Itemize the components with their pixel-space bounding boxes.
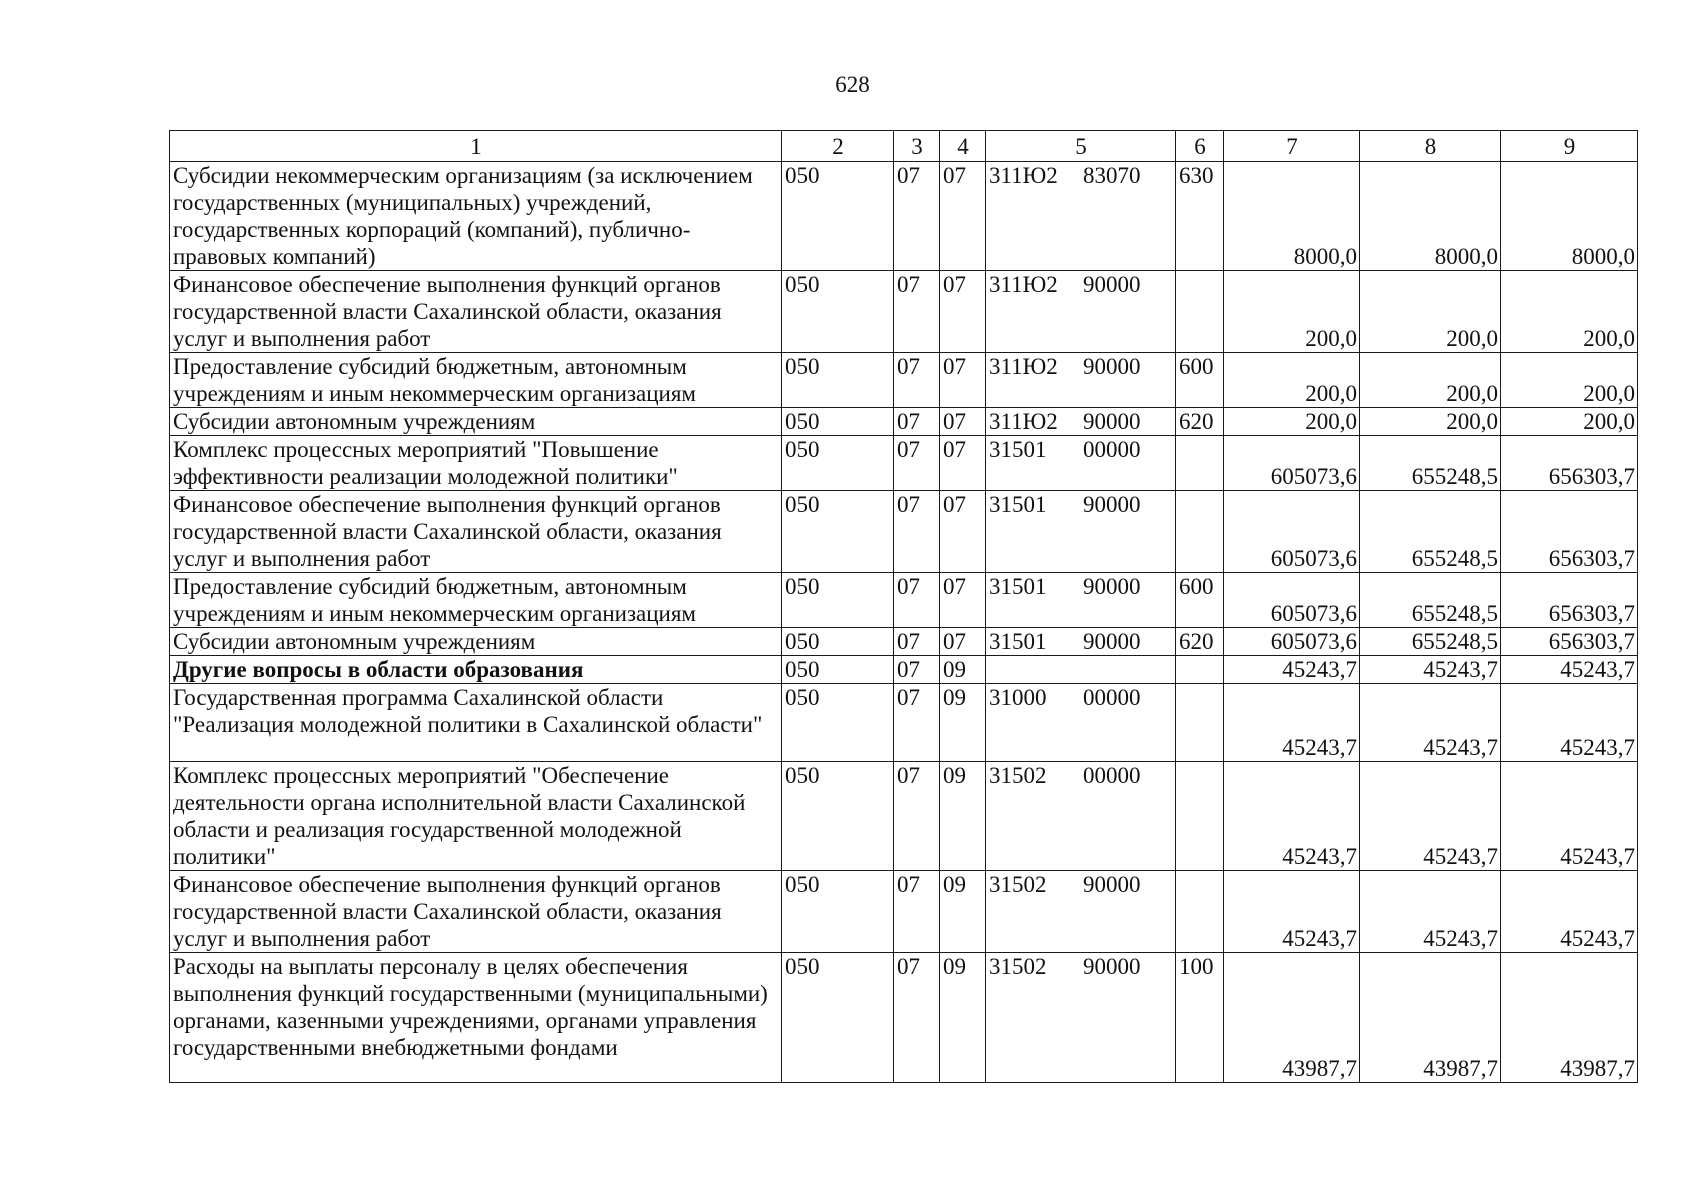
amount-year-3: 45243,7 [1501, 684, 1638, 762]
target-article-suffix: 90000 [1083, 492, 1141, 517]
table-row [170, 628, 1638, 656]
ministry-code: 050 [782, 684, 894, 762]
section-code: 07 [894, 408, 940, 436]
table-row [170, 573, 1638, 628]
subsection-code: 07 [940, 408, 986, 436]
ministry-code: 050 [782, 408, 894, 436]
target-article-prefix: 31501 [989, 437, 1047, 462]
amount-year-2: 655248,5 [1360, 573, 1501, 628]
amount-year-1: 605073,6 [1224, 628, 1360, 656]
section-code: 07 [894, 353, 940, 408]
target-article-suffix: 00000 [1083, 763, 1141, 788]
row-name: Предоставление субсидий бюджетным, автономным учреждениям и иным некоммерческим организациям [170, 353, 782, 408]
section-code: 07 [894, 436, 940, 491]
table-row [170, 408, 1638, 436]
row-name: Другие вопросы в области образования [170, 656, 782, 684]
expense-type-code: 100 [1176, 953, 1224, 1083]
subsection-code: 07 [940, 573, 986, 628]
target-article-prefix: 311Ю2 [989, 409, 1058, 434]
subsection-code: 09 [940, 656, 986, 684]
target-article-prefix: 311Ю2 [989, 272, 1058, 297]
amount-year-2: 45243,7 [1360, 656, 1501, 684]
expense-type-code [1176, 684, 1224, 762]
target-article-suffix: 90000 [1083, 354, 1141, 379]
table-row [170, 436, 1638, 491]
column-header: 6 [1176, 131, 1224, 162]
amount-year-3: 200,0 [1501, 408, 1638, 436]
target-article-code [986, 871, 1176, 953]
table-row [170, 491, 1638, 573]
page-number: 628 [835, 72, 870, 97]
ministry-code: 050 [782, 656, 894, 684]
target-article-suffix: 83070 [1083, 163, 1141, 188]
target-article-code [986, 162, 1176, 271]
amount-year-1: 605073,6 [1224, 436, 1360, 491]
amount-year-1: 200,0 [1224, 271, 1360, 353]
ministry-code: 050 [782, 762, 894, 871]
target-article-prefix: 31501 [989, 492, 1047, 517]
table-row [170, 656, 1638, 684]
amount-year-3: 656303,7 [1501, 491, 1638, 573]
target-article-prefix: 311Ю2 [989, 354, 1058, 379]
amount-year-1: 45243,7 [1224, 871, 1360, 953]
section-code: 07 [894, 162, 940, 271]
subsection-code: 07 [940, 162, 986, 271]
target-article-code [986, 491, 1176, 573]
row-name: Субсидии автономным учреждениям [170, 408, 782, 436]
target-article-code [986, 573, 1176, 628]
target-article-suffix: 90000 [1083, 409, 1141, 434]
row-name: Комплекс процессных мероприятий "Повышение эффективности реализации молодежной политики" [170, 436, 782, 491]
amount-year-2: 655248,5 [1360, 491, 1501, 573]
target-article-suffix: 90000 [1083, 954, 1141, 979]
amount-year-2: 200,0 [1360, 271, 1501, 353]
target-article-code [986, 762, 1176, 871]
table-row [170, 684, 1638, 762]
target-article-prefix: 31502 [989, 954, 1047, 979]
expense-type-code [1176, 271, 1224, 353]
subsection-code: 07 [940, 628, 986, 656]
row-name: Комплекс процессных мероприятий "Обеспечение деятельности органа исполнительной власти Сахалинской области и реализация государственной молодежной политики" [170, 762, 782, 871]
target-article-code [986, 953, 1176, 1083]
table-row [170, 953, 1638, 1083]
target-article-suffix: 90000 [1083, 629, 1141, 654]
ministry-code: 050 [782, 953, 894, 1083]
table-row [170, 353, 1638, 408]
amount-year-2: 45243,7 [1360, 871, 1501, 953]
header-row [170, 131, 1638, 162]
amount-year-1: 43987,7 [1224, 953, 1360, 1083]
amount-year-1: 45243,7 [1224, 762, 1360, 871]
amount-year-3: 656303,7 [1501, 436, 1638, 491]
row-name: Государственная программа Сахалинской области "Реализация молодежной политики в Сахалинской области" [170, 684, 782, 762]
target-article-prefix: 31502 [989, 872, 1047, 897]
table-row [170, 762, 1638, 871]
ministry-code: 050 [782, 353, 894, 408]
row-name: Расходы на выплаты персоналу в целях обеспечения выполнения функций государственными (муниципальными) органами, казенными учреждениями, органами управления государственными внебюджетными фондами [170, 953, 782, 1083]
target-article-suffix: 90000 [1083, 574, 1141, 599]
amount-year-3: 200,0 [1501, 271, 1638, 353]
row-name: Предоставление субсидий бюджетным, автономным учреждениям и иным некоммерческим организациям [170, 573, 782, 628]
target-article-prefix: 31000 [989, 685, 1047, 710]
column-header: 7 [1224, 131, 1360, 162]
table-row [170, 871, 1638, 953]
table-row [170, 162, 1638, 271]
section-code: 07 [894, 656, 940, 684]
amount-year-2: 200,0 [1360, 353, 1501, 408]
target-article-code [986, 684, 1176, 762]
row-name: Субсидии автономным учреждениям [170, 628, 782, 656]
section-code: 07 [894, 628, 940, 656]
target-article-prefix: 31502 [989, 763, 1047, 788]
amount-year-2: 8000,0 [1360, 162, 1501, 271]
subsection-code: 09 [940, 684, 986, 762]
ministry-code: 050 [782, 628, 894, 656]
amount-year-3: 45243,7 [1501, 656, 1638, 684]
section-code: 07 [894, 762, 940, 871]
expense-type-code [1176, 436, 1224, 491]
subsection-code: 09 [940, 762, 986, 871]
target-article-code [986, 436, 1176, 491]
budget-table [169, 130, 1638, 1083]
target-article-suffix: 90000 [1083, 872, 1141, 897]
expense-type-code [1176, 762, 1224, 871]
subsection-code: 07 [940, 353, 986, 408]
expense-type-code: 600 [1176, 353, 1224, 408]
ministry-code: 050 [782, 573, 894, 628]
subsection-code: 09 [940, 953, 986, 1083]
section-code: 07 [894, 871, 940, 953]
expense-type-code: 630 [1176, 162, 1224, 271]
amount-year-1: 45243,7 [1224, 656, 1360, 684]
table-body [170, 162, 1638, 1083]
row-name: Финансовое обеспечение выполнения функций органов государственной власти Сахалинской области, оказания услуг и выполнения работ [170, 871, 782, 953]
target-article-suffix: 90000 [1083, 272, 1141, 297]
target-article-prefix: 31501 [989, 574, 1047, 599]
amount-year-1: 200,0 [1224, 408, 1360, 436]
column-header: 8 [1360, 131, 1501, 162]
amount-year-2: 43987,7 [1360, 953, 1501, 1083]
subsection-code: 07 [940, 436, 986, 491]
subsection-code: 07 [940, 491, 986, 573]
amount-year-2: 655248,5 [1360, 628, 1501, 656]
amount-year-3: 656303,7 [1501, 628, 1638, 656]
target-article-code [986, 656, 1176, 684]
row-name: Финансовое обеспечение выполнения функций органов государственной власти Сахалинской области, оказания услуг и выполнения работ [170, 271, 782, 353]
amount-year-2: 45243,7 [1360, 684, 1501, 762]
amount-year-1: 45243,7 [1224, 684, 1360, 762]
target-article-suffix: 00000 [1083, 685, 1141, 710]
section-code: 07 [894, 271, 940, 353]
ministry-code: 050 [782, 871, 894, 953]
column-header: 9 [1501, 131, 1638, 162]
target-article-code [986, 628, 1176, 656]
amount-year-2: 45243,7 [1360, 762, 1501, 871]
ministry-code: 050 [782, 436, 894, 491]
amount-year-1: 605073,6 [1224, 491, 1360, 573]
amount-year-3: 656303,7 [1501, 573, 1638, 628]
amount-year-2: 200,0 [1360, 408, 1501, 436]
column-header: 1 [170, 131, 782, 162]
expense-type-code: 600 [1176, 573, 1224, 628]
target-article-prefix: 311Ю2 [989, 163, 1058, 188]
column-header: 5 [986, 131, 1176, 162]
section-code: 07 [894, 953, 940, 1083]
table-row [170, 271, 1638, 353]
expense-type-code [1176, 871, 1224, 953]
expense-type-code: 620 [1176, 628, 1224, 656]
amount-year-3: 45243,7 [1501, 871, 1638, 953]
row-name: Субсидии некоммерческим организациям (за исключением государственных (муниципальных) учреждений, государственных корпораций (компаний), публично-правовых компаний) [170, 162, 782, 271]
section-code: 07 [894, 491, 940, 573]
amount-year-3: 45243,7 [1501, 762, 1638, 871]
expense-type-code [1176, 656, 1224, 684]
amount-year-2: 655248,5 [1360, 436, 1501, 491]
section-code: 07 [894, 573, 940, 628]
ministry-code: 050 [782, 271, 894, 353]
target-article-suffix: 00000 [1083, 437, 1141, 462]
subsection-code: 09 [940, 871, 986, 953]
ministry-code: 050 [782, 162, 894, 271]
ministry-code: 050 [782, 491, 894, 573]
subsection-code: 07 [940, 271, 986, 353]
column-header: 2 [782, 131, 894, 162]
target-article-code [986, 408, 1176, 436]
amount-year-3: 8000,0 [1501, 162, 1638, 271]
expense-type-code: 620 [1176, 408, 1224, 436]
target-article-prefix: 31501 [989, 629, 1047, 654]
amount-year-3: 43987,7 [1501, 953, 1638, 1083]
amount-year-1: 200,0 [1224, 353, 1360, 408]
row-name: Финансовое обеспечение выполнения функций органов государственной власти Сахалинской области, оказания услуг и выполнения работ [170, 491, 782, 573]
section-code: 07 [894, 684, 940, 762]
expense-type-code [1176, 491, 1224, 573]
amount-year-1: 605073,6 [1224, 573, 1360, 628]
column-header: 4 [940, 131, 986, 162]
amount-year-1: 8000,0 [1224, 162, 1360, 271]
target-article-code [986, 271, 1176, 353]
target-article-code [986, 353, 1176, 408]
column-header: 3 [894, 131, 940, 162]
amount-year-3: 200,0 [1501, 353, 1638, 408]
